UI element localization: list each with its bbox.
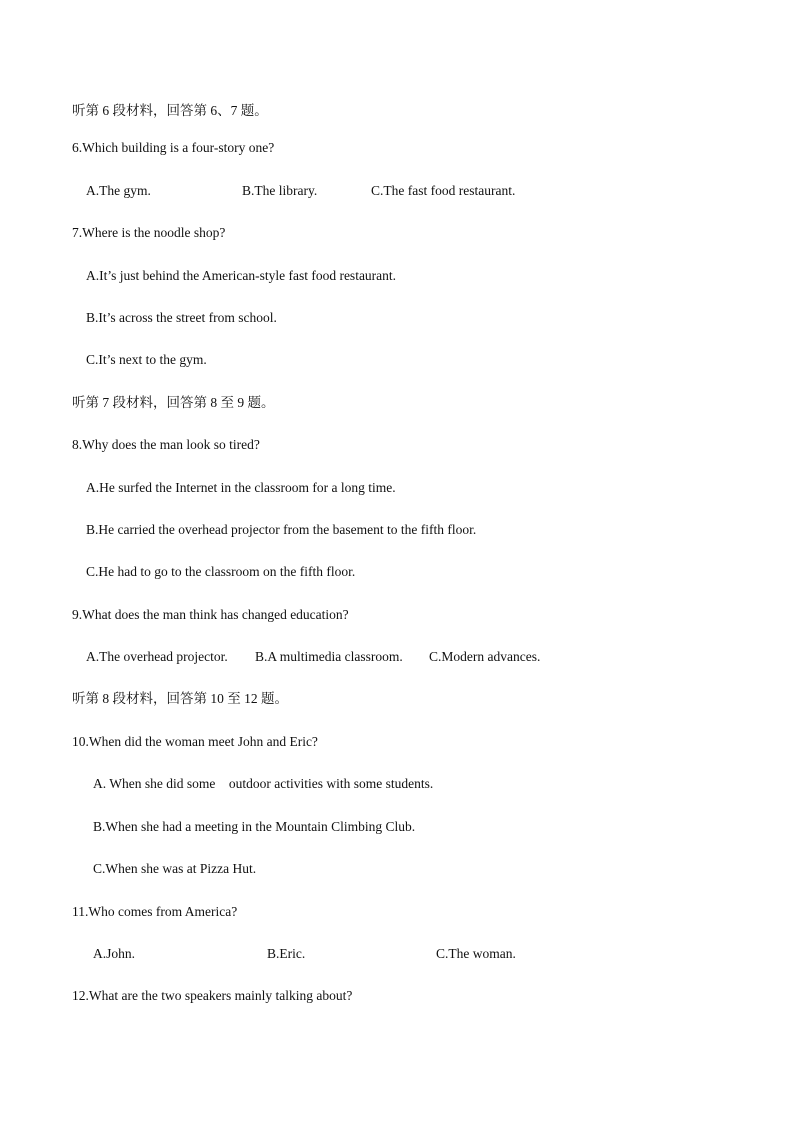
question-9-option-c: C.Modern advances. bbox=[429, 649, 541, 664]
question-8-option-c: C.He had to go to the classroom on the fifth floor. bbox=[86, 564, 356, 579]
section-header-7: 听第 7 段材料，回答第 8 至 9 题。 bbox=[72, 395, 275, 410]
question-10-option-b: B.When she had a meeting in the Mountain Climbing Club. bbox=[93, 819, 416, 834]
question-7-option-b: B.It’s across the street from school. bbox=[86, 310, 277, 325]
question-12: 12.What are the two speakers mainly talking about? bbox=[72, 988, 353, 1003]
question-6: 6.Which building is a four-story one? bbox=[72, 140, 275, 155]
question-9-option-a: A.The overhead projector. bbox=[86, 649, 228, 664]
question-10-option-c: C.When she was at Pizza Hut. bbox=[93, 861, 257, 876]
question-6-option-c: C.The fast food restaurant. bbox=[371, 183, 516, 198]
section-header-6: 听第 6 段材料，回答第 6、7 题。 bbox=[72, 103, 268, 118]
question-7: 7.Where is the noodle shop? bbox=[72, 225, 226, 240]
question-6-option-a: A.The gym. bbox=[86, 183, 151, 198]
question-8-option-b: B.He carried the overhead projector from the basement to the fifth floor. bbox=[86, 522, 477, 537]
question-11-option-a: A.John. bbox=[93, 946, 136, 961]
question-8-option-a: A.He surfed the Internet in the classroom for a long time. bbox=[86, 480, 396, 495]
question-7-option-a: A.It’s just behind the American-style fast food restaurant. bbox=[86, 268, 397, 283]
question-10-option-a: A. When she did some outdoor activities with some students. bbox=[93, 776, 434, 791]
question-11-option-b: B.Eric. bbox=[267, 946, 306, 961]
question-11-option-c: C.The woman. bbox=[436, 946, 516, 961]
question-11: 11.Who comes from America? bbox=[72, 904, 238, 919]
question-10: 10.When did the woman meet John and Eric? bbox=[72, 734, 318, 749]
section-header-8: 听第 8 段材料，回答第 10 至 12 题。 bbox=[72, 691, 288, 706]
question-9-option-b: B.A multimedia classroom. bbox=[255, 649, 403, 664]
question-8: 8.Why does the man look so tired? bbox=[72, 437, 260, 452]
question-6-option-b: B.The library. bbox=[242, 183, 318, 198]
question-9: 9.What does the man think has changed education? bbox=[72, 607, 349, 622]
question-7-option-c: C.It’s next to the gym. bbox=[86, 352, 207, 367]
